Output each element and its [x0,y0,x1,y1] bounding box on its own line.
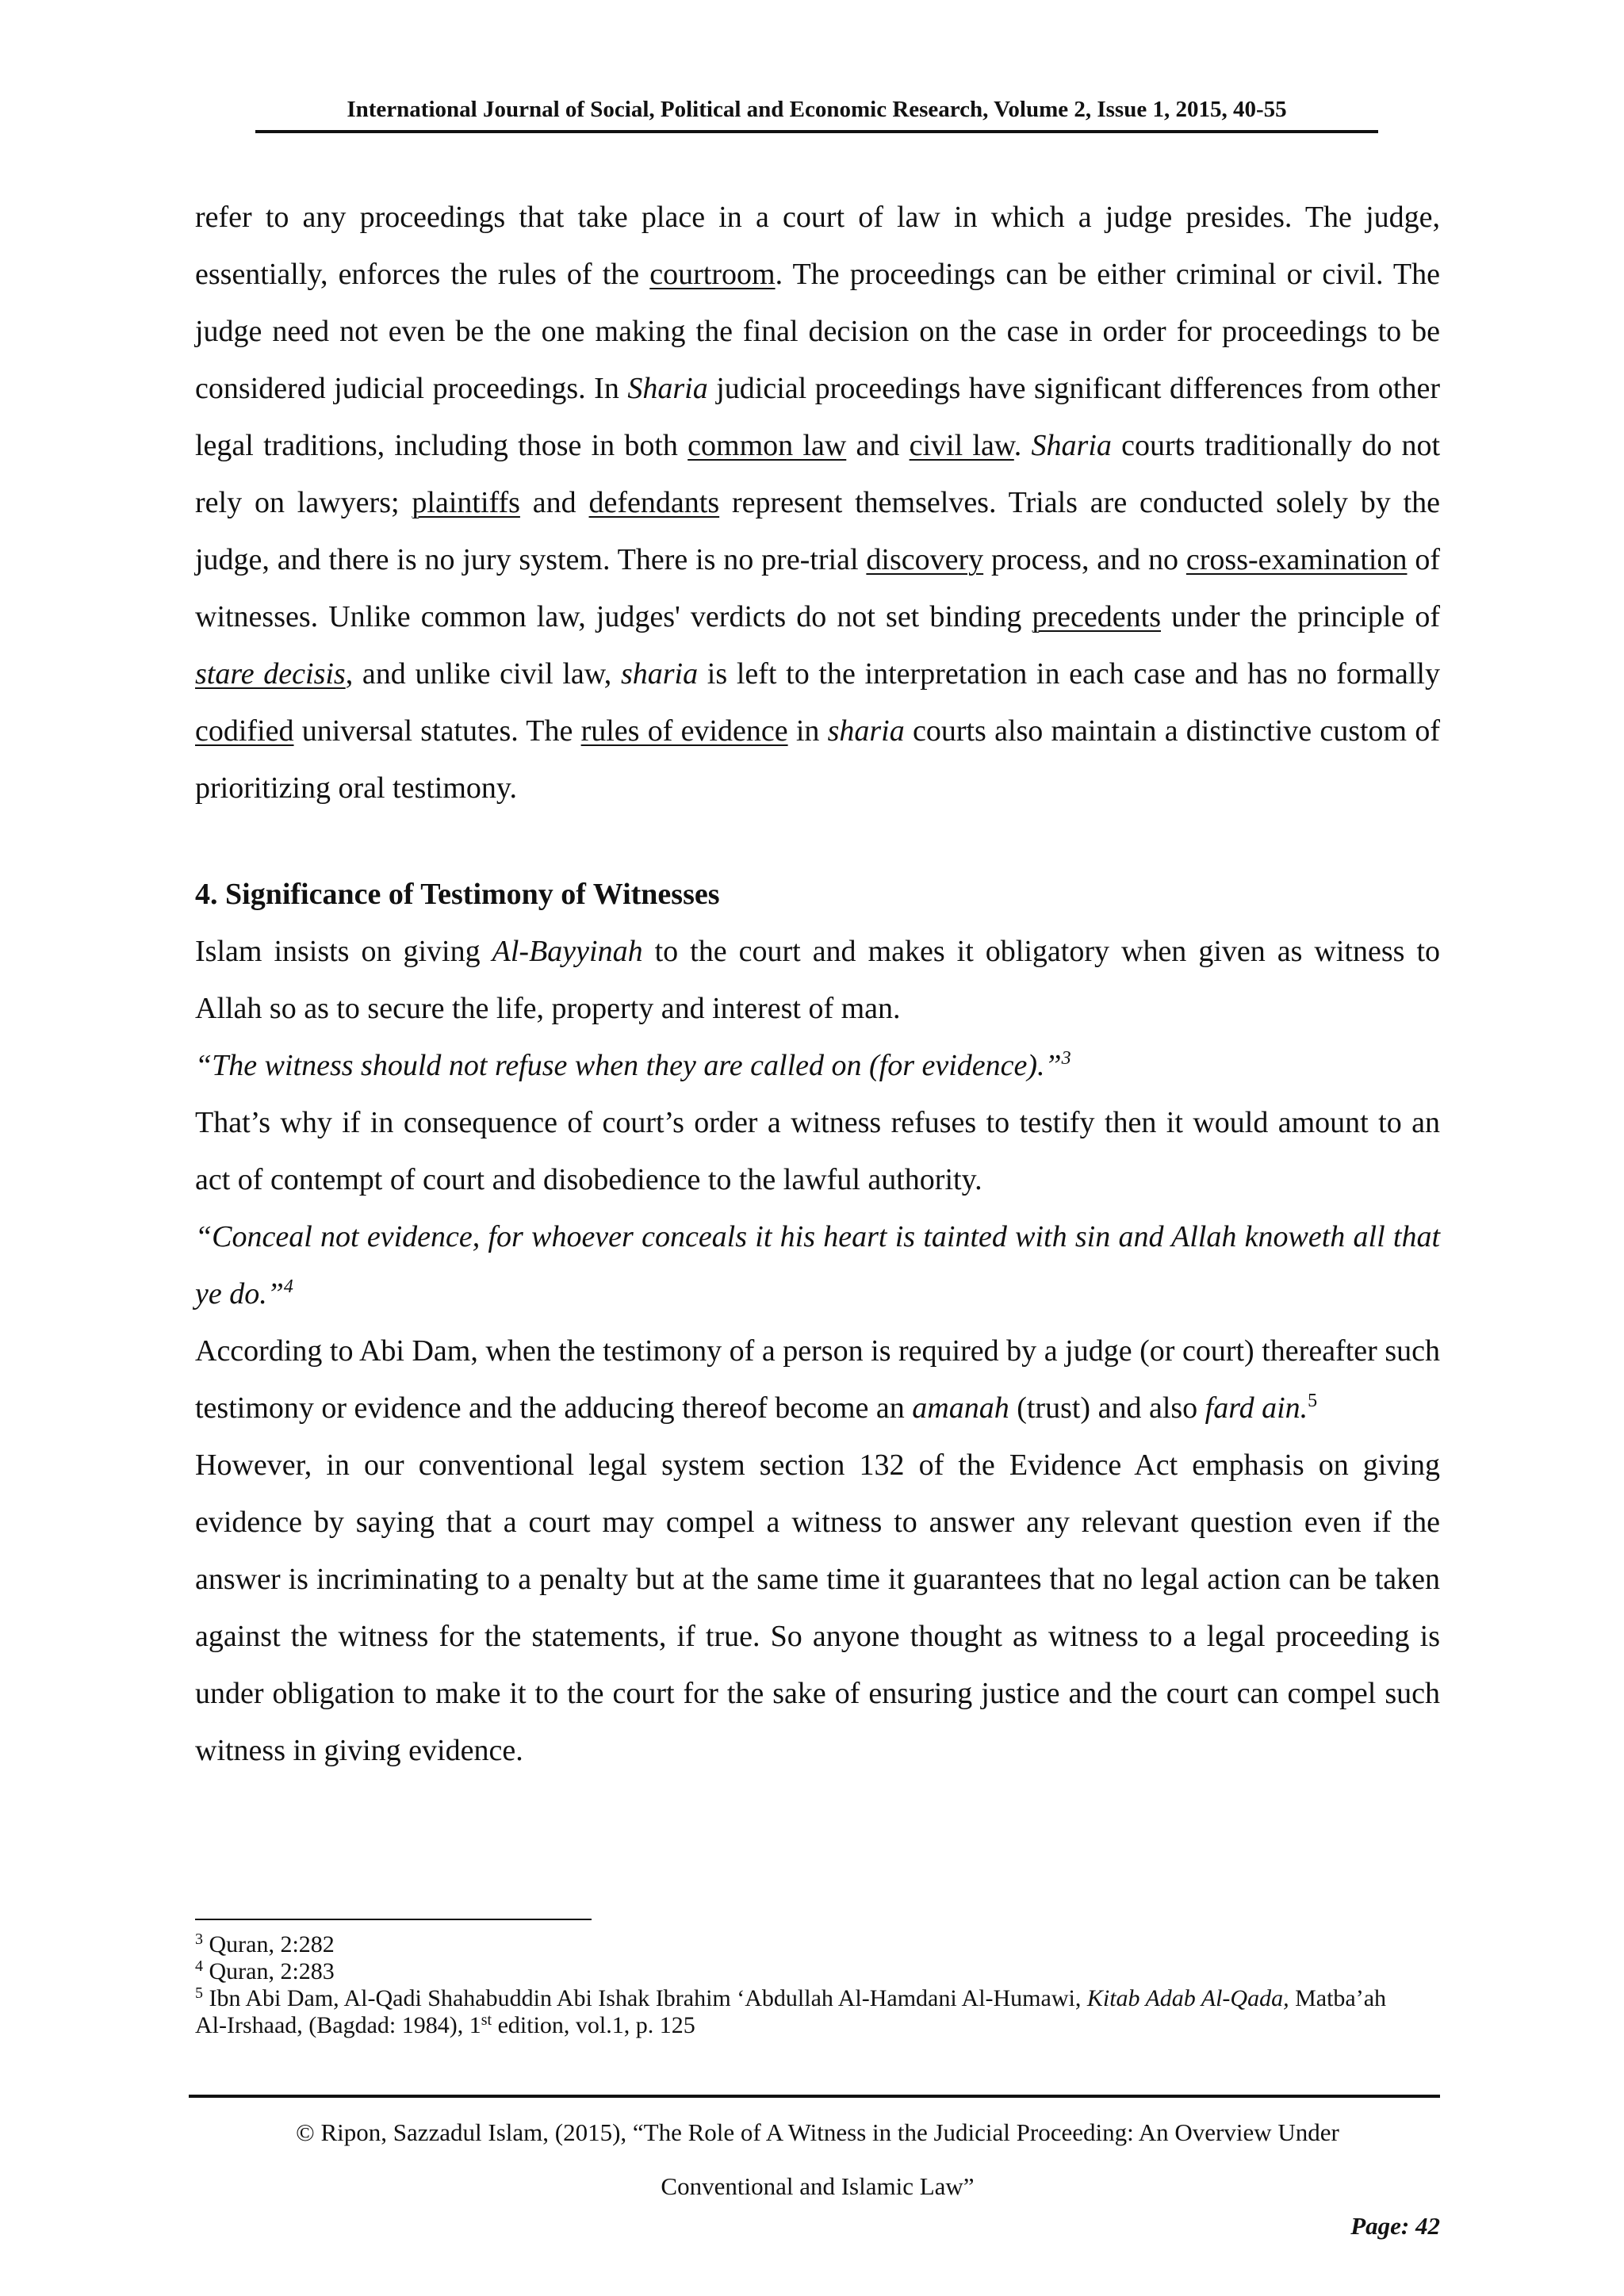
text: refer to any proceedings that take place in a court of law in which a judge presides. The judge, essentially, enforces the rules of the [195,201,1440,291]
link-plaintiffs[interactable]: plaintiffs [412,486,520,519]
footnote-text: edition, vol.1, p. 125 [492,2012,695,2038]
term-fard-ain: fard ain. [1205,1391,1308,1425]
term-sharia: Sharia [1031,429,1112,462]
text: and [846,429,910,462]
footnote-5 [195,1985,1416,2039]
term-sharia: Sharia [627,372,708,405]
paragraph-judicial-proceedings [195,189,1440,817]
term-amanah: amanah [912,1391,1009,1425]
link-precedents[interactable]: precedents [1032,600,1161,633]
text: courts traditionally do not rely on lawyers; [195,429,1441,519]
text: represent themselves. Trials are conducted solely by the judge, and there is no jury system. There is no pre-trial [195,486,1441,576]
term-sharia: sharia [620,657,699,691]
link-codified[interactable]: codified [195,714,294,748]
link-civil-law[interactable]: civil law [909,429,1014,462]
text: Islam insists on giving [195,935,492,968]
quran-quote-1 [195,1037,1440,1094]
text: process, and no [983,543,1186,576]
text: of witnesses. Unlike common law, judges' verdicts do not set binding [195,543,1440,633]
link-cross-examination[interactable]: cross-examination [1185,543,1408,576]
text: . [1013,429,1032,462]
footnote-number: 5 [195,1984,203,2002]
text: According to Abi Dam, when the testimony of a person is required by a judge (or court) thereafter such testimony or evidence and the adducing thereof become an [195,1334,1440,1425]
paragraph-evidence-act: However, in our conventional legal system section 132 of the Evidence Act emphasis on giving evidence by saying that a court may compel a witness to answer any relevant question even if the answer is incriminating to a penalty but at the same time it guarantees that no legal action can be taken against the witness for the statements, if true. So anyone thought as witness to a legal proceeding is under obligation to make it to the court for the sake of ensuring justice and the court can compel such witness in giving evidence. [195,1448,1440,1767]
paragraph-al-bayyinah [195,923,1440,1037]
journal-header: International Journal of Social, Political and Economic Research, Volume 2, Issue 1, 2015, 40-55 [255,94,1378,133]
link-discovery[interactable]: discovery [866,543,984,576]
quote-text: “Conceal not evidence, for whoever conceals it his heart is tainted with sin and Allah knoweth all that ye do.” [195,1220,1440,1311]
footnote-text: Quran, 2:282 [203,1931,335,1957]
footnote-ref-5[interactable]: 5 [1308,1391,1318,1411]
text: universal statutes. The [293,714,581,748]
link-common-law[interactable]: common law [688,429,847,462]
text: and [519,486,589,519]
term-sharia: sharia [827,714,905,748]
term-al-bayyinah: Al-Bayyinah [492,935,643,968]
footer-divider [189,2095,1440,2098]
text: under the principle of [1161,600,1440,633]
text: judicial proceedings have significant differences from other legal traditions, including those in both [195,372,1440,462]
footnote-3 [195,1931,1416,1958]
link-defendants[interactable]: defendants [588,486,720,519]
link-rules-of-evidence[interactable]: rules of evidence [580,714,788,748]
paragraph-contempt: That’s why if in consequence of court’s order a witness refuses to testify then it would amount to an act of contempt of court and disobedience to the lawful authority. [195,1106,1440,1196]
citation-line-2: Conventional and Islamic Law” [661,2172,975,2200]
citation-line-1: © Ripon, Sazzadul Islam, (2015), “The Role of A Witness in the Judicial Proceeding: An Overview Under [296,2118,1339,2146]
text: is left to the interpretation in each case and has no formally [698,657,1440,691]
text: courts also maintain a distinctive custom of prioritizing oral testimony. [195,714,1440,805]
footnote-ref-4[interactable]: 4 [283,1276,293,1297]
quote-text: “The witness should not refuse when they are called on (for evidence).” [195,1049,1062,1082]
article-body [195,189,1440,1779]
link-courtroom[interactable]: courtroom [649,258,776,291]
footnotes [195,1931,1416,2039]
section-spacer [195,817,1440,866]
ordinal-suffix: st [481,2011,492,2029]
footnote-book-title: Kitab Adab Al-Qada, [1086,1985,1289,2011]
footnote-number: 3 [195,1931,203,1948]
text: , and unlike civil law, [345,657,621,691]
citation-footer [195,2106,1440,2214]
paragraph-abi-dam [195,1322,1440,1437]
footnote-4 [195,1958,1416,1985]
footnote-divider [195,1919,592,1920]
footnote-number: 4 [195,1957,203,1975]
quran-quote-2 [195,1208,1440,1322]
text: in [787,714,828,748]
section-heading: 4. Significance of Testimony of Witnesses [195,878,720,911]
footnote-ref-3[interactable]: 3 [1061,1048,1071,1069]
link-stare-decisis[interactable]: stare decisis [195,657,346,691]
footnote-text: Matba’ah Al-Irshaad, (Bagdad: 1984), 1 [195,1985,1387,2038]
page-number: Page: 42 [1350,2212,1440,2240]
text: to the court and makes it obligatory when given as witness to Allah so as to secure the life, property and interest of man. [195,935,1440,1025]
text: . The proceedings can be either criminal or civil. The judge need not even be the one making the final decision on the case in order for proceedings to be considered judicial proceedings. In [195,258,1440,405]
footnote-text: Ibn Abi Dam, Al-Qadi Shahabuddin Abi Ishak Ibrahim ‘Abdullah Al-Hamdani Al-Humawi, [203,1985,1087,2011]
text: (trust) and also [1009,1391,1205,1425]
footnote-text: Quran, 2:283 [203,1958,335,1984]
